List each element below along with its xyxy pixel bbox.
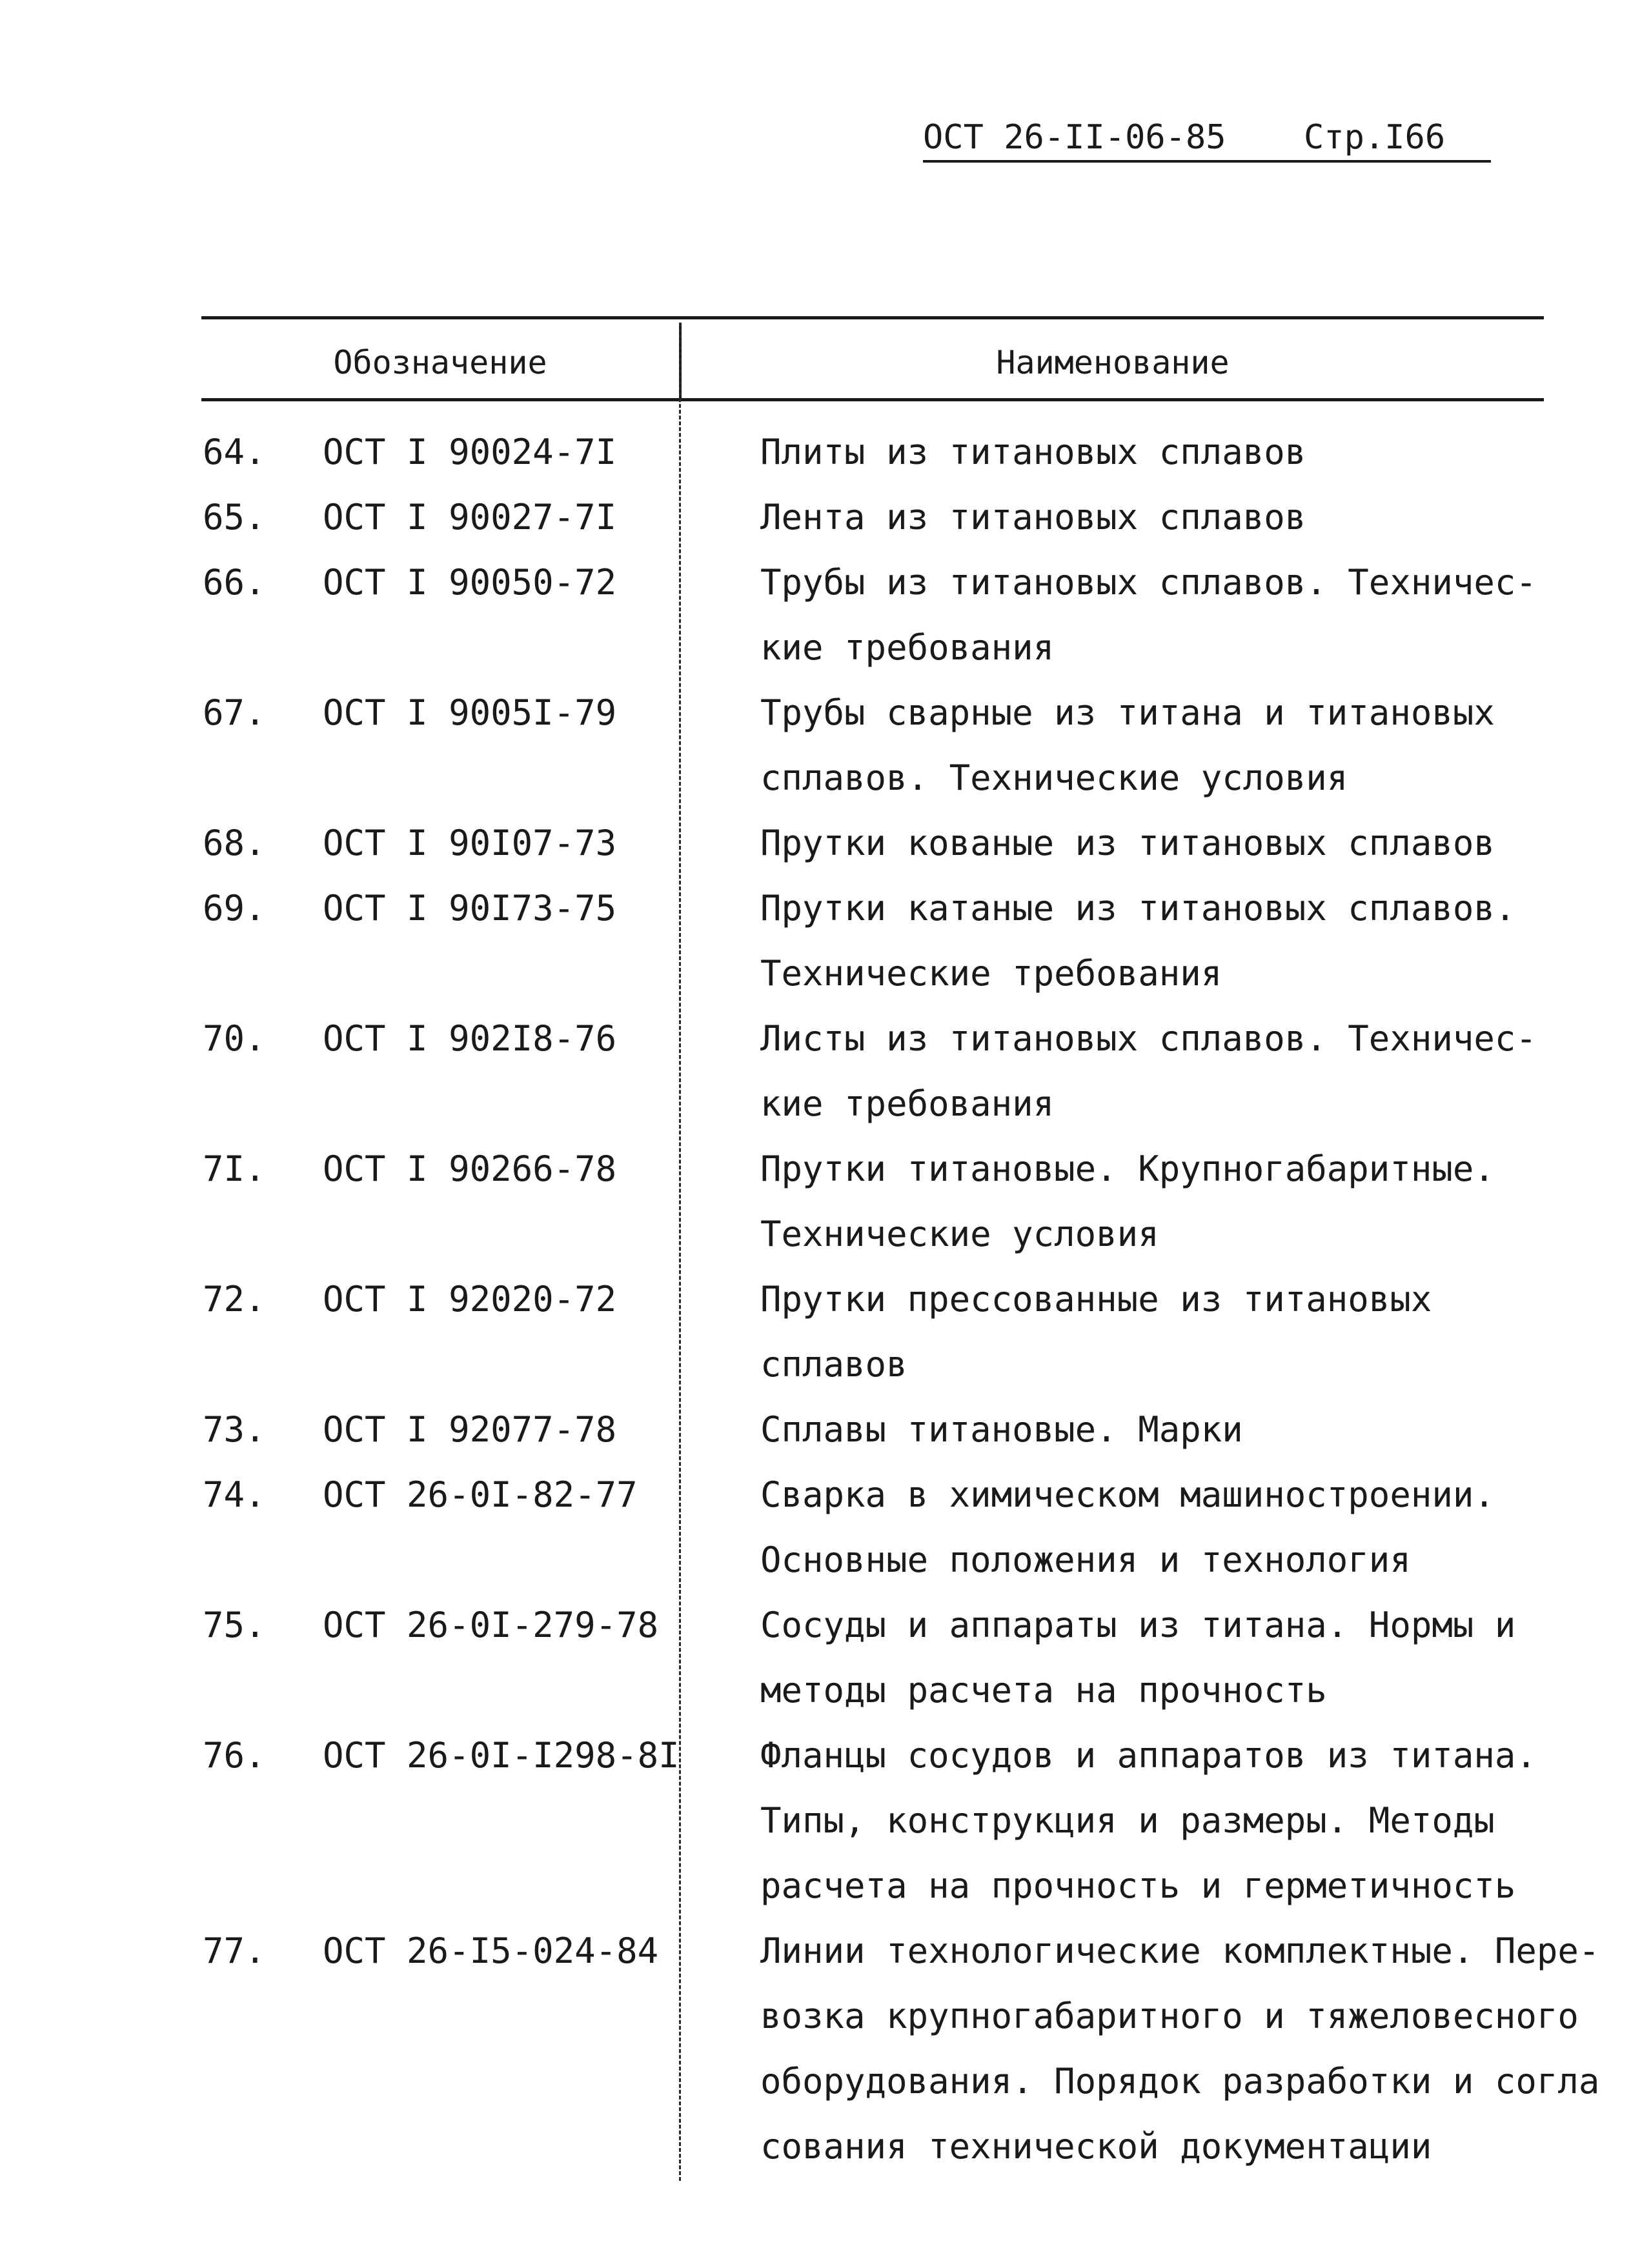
table-row bbox=[0, 550, 1651, 680]
standard-title bbox=[760, 1592, 1645, 1723]
standard-designation: ОСТ I 92020-72 bbox=[323, 1279, 617, 1320]
standard-title bbox=[760, 419, 1645, 485]
title-line: Сосуды и аппараты из титана. Нормы и bbox=[760, 1605, 1516, 1645]
title-line: Технические требования bbox=[760, 953, 1222, 994]
table-row bbox=[0, 419, 1651, 485]
table-row bbox=[0, 1397, 1651, 1462]
standard-designation: ОСТ 26-I5-024-84 bbox=[323, 1931, 659, 1971]
table-row bbox=[0, 1006, 1651, 1136]
title-line: сплавов bbox=[760, 1344, 907, 1385]
table-row bbox=[0, 1592, 1651, 1723]
standard-title bbox=[760, 1397, 1645, 1462]
title-line: Фланцы сосудов и аппаратов из титана. bbox=[760, 1735, 1537, 1776]
title-line: расчета на прочность и герметичность bbox=[760, 1865, 1516, 1906]
row-number: 64. bbox=[203, 432, 266, 472]
row-number: 74. bbox=[203, 1474, 266, 1515]
table-header-rule bbox=[201, 398, 1544, 401]
title-line: Сплавы титановые. Марки bbox=[760, 1409, 1243, 1450]
row-number: 7I. bbox=[203, 1149, 266, 1189]
title-line: Сварка в химическом машиностроении. bbox=[760, 1474, 1495, 1515]
title-line: сплавов. Технические условия bbox=[760, 758, 1348, 798]
row-number: 77. bbox=[203, 1931, 266, 1971]
standard-designation: ОСТ I 90I73-75 bbox=[323, 888, 617, 928]
title-line: Лента из титановых сплавов bbox=[760, 497, 1306, 537]
standard-designation: ОСТ I 90050-72 bbox=[323, 562, 617, 603]
title-line: Прутки катаные из титановых сплавов. bbox=[760, 888, 1516, 928]
title-line: Линии технологические комплектные. Пере- bbox=[760, 1931, 1600, 1971]
title-line: кие требования bbox=[760, 1083, 1055, 1124]
standard-title bbox=[760, 1462, 1645, 1592]
standard-designation: ОСТ I 92077-78 bbox=[323, 1409, 617, 1450]
page-header bbox=[923, 115, 1491, 163]
row-number: 76. bbox=[203, 1735, 266, 1776]
table-row bbox=[0, 680, 1651, 810]
row-number: 65. bbox=[203, 497, 266, 537]
column-header-name: Наименование bbox=[996, 344, 1230, 381]
title-line: возка крупногабаритного и тяжеловесного bbox=[760, 1996, 1579, 2036]
standard-designation: ОСТ I 90I07-73 bbox=[323, 823, 617, 863]
row-number: 73. bbox=[203, 1409, 266, 1450]
title-line: оборудования. Порядок разработки и согла bbox=[760, 2061, 1600, 2102]
row-number: 72. bbox=[203, 1279, 266, 1320]
row-number: 75. bbox=[203, 1605, 266, 1645]
title-line: Листы из титановых сплавов. Техничес- bbox=[760, 1018, 1537, 1059]
title-line: кие требования bbox=[760, 627, 1055, 668]
standard-title bbox=[760, 550, 1645, 680]
table-row bbox=[0, 1136, 1651, 1267]
standard-designation: ОСТ 26-0I-279-78 bbox=[323, 1605, 659, 1645]
row-number: 67. bbox=[203, 692, 266, 733]
row-number: 69. bbox=[203, 888, 266, 928]
row-number: 70. bbox=[203, 1018, 266, 1059]
standard-title bbox=[760, 876, 1645, 1006]
standard-designation: ОСТ I 9005I-79 bbox=[323, 692, 617, 733]
standard-designation: ОСТ I 90266-78 bbox=[323, 1149, 617, 1189]
title-line: Типы, конструкция и размеры. Методы bbox=[760, 1800, 1495, 1841]
standard-designation: ОСТ I 90024-7I bbox=[323, 432, 617, 472]
table-row bbox=[0, 876, 1651, 1006]
title-line: Прутки титановые. Крупногабаритные. bbox=[760, 1149, 1495, 1189]
table-row bbox=[0, 810, 1651, 876]
standard-title bbox=[760, 810, 1645, 876]
standard-title bbox=[760, 1918, 1645, 2179]
row-number: 68. bbox=[203, 823, 266, 863]
title-line: Прутки кованые из титановых сплавов bbox=[760, 823, 1495, 863]
title-line: Трубы сварные из титана и титановых bbox=[760, 692, 1495, 733]
title-line: Трубы из титановых сплавов. Техничес- bbox=[760, 562, 1537, 603]
standards-list bbox=[0, 419, 1651, 2179]
title-line: Прутки прессованные из титановых bbox=[760, 1279, 1432, 1320]
table-top-rule bbox=[201, 316, 1544, 319]
column-header-designation: Обозначение bbox=[333, 344, 547, 381]
standard-title bbox=[760, 485, 1645, 550]
standard-title bbox=[760, 1136, 1645, 1267]
row-number: 66. bbox=[203, 562, 266, 603]
title-line: методы расчета на прочность bbox=[760, 1670, 1327, 1711]
standard-designation: ОСТ 26-0I-I298-8I bbox=[323, 1735, 680, 1776]
table-row bbox=[0, 1723, 1651, 1918]
table-row bbox=[0, 1267, 1651, 1397]
title-line: сования технической документации bbox=[760, 2126, 1432, 2167]
standard-designation: ОСТ 26-0I-82-77 bbox=[323, 1474, 638, 1515]
title-line: Плиты из титановых сплавов bbox=[760, 432, 1306, 472]
standard-designation: ОСТ I 902I8-76 bbox=[323, 1018, 617, 1059]
table-row bbox=[0, 1918, 1651, 2179]
standard-title bbox=[760, 1723, 1645, 1918]
document-code: ОСТ 26-II-06-85 bbox=[923, 118, 1226, 157]
table-row bbox=[0, 485, 1651, 550]
title-line: Основные положения и технология bbox=[760, 1540, 1411, 1580]
table-row bbox=[0, 1462, 1651, 1592]
standard-designation: ОСТ I 90027-7I bbox=[323, 497, 617, 537]
title-line: Технические условия bbox=[760, 1214, 1159, 1254]
standard-title bbox=[760, 1267, 1645, 1397]
standard-title bbox=[760, 680, 1645, 810]
standard-title bbox=[760, 1006, 1645, 1136]
page-number: Стр.I66 bbox=[1304, 118, 1446, 157]
